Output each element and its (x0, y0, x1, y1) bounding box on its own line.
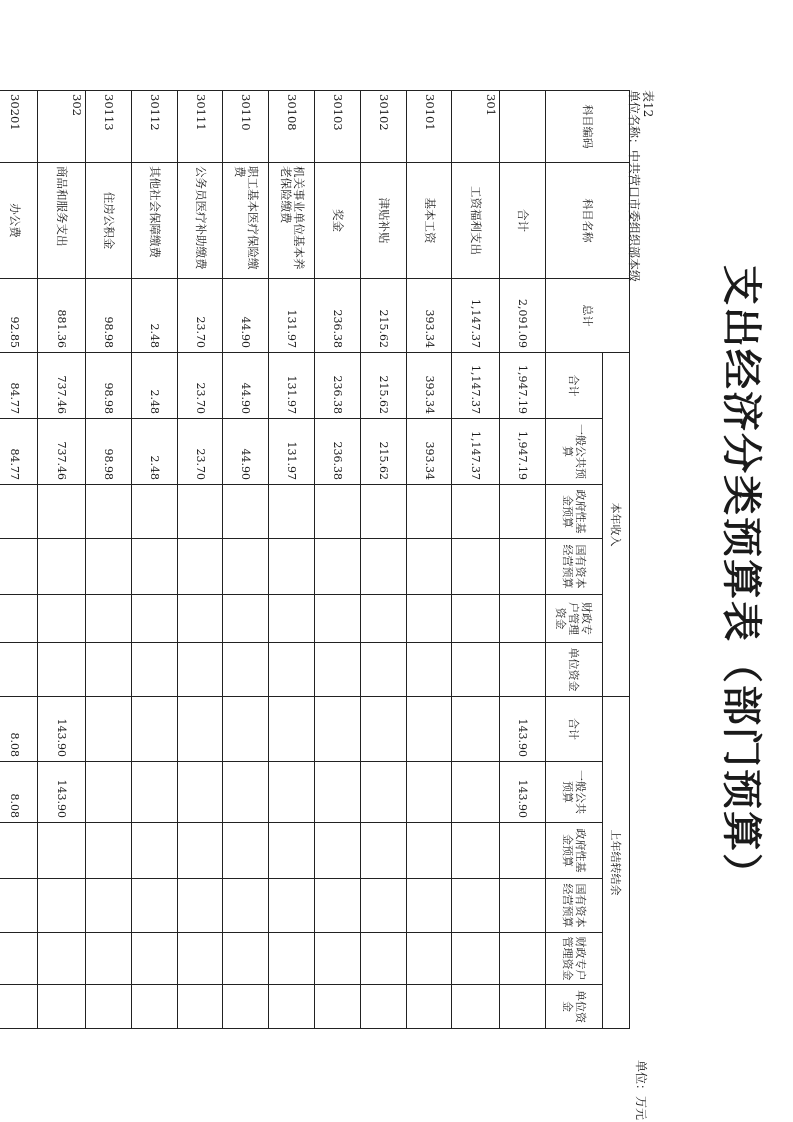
cell-amount (406, 879, 452, 933)
cell-amount (0, 985, 38, 1029)
cell-amount: 143.90 (38, 762, 86, 823)
cell-amount (177, 643, 223, 697)
cell-amount: 881.36 (38, 279, 86, 353)
cell-amount (223, 985, 269, 1029)
cell-code: 301 (452, 91, 500, 163)
cell-amount (223, 762, 269, 823)
header-current-unit-funds: 单位资金 (546, 643, 603, 697)
cell-amount (269, 762, 315, 823)
cell-amount (223, 539, 269, 595)
header-current-special-account: 财政专户管理资金 (546, 595, 603, 643)
cell-amount: 8.08 (0, 762, 38, 823)
cell-amount (452, 985, 500, 1029)
cell-amount (223, 697, 269, 762)
cell-amount (177, 539, 223, 595)
cell-amount (269, 823, 315, 879)
cell-name: 工资福利支出 (452, 163, 500, 279)
cell-amount (0, 823, 38, 879)
cell-amount (406, 697, 452, 762)
header-row-groups (603, 91, 630, 1029)
cell-amount: 131.97 (269, 419, 315, 485)
cell-amount: 143.90 (38, 697, 86, 762)
cell-amount (269, 933, 315, 985)
cell-code: 30111 (177, 91, 223, 163)
cell-amount (223, 933, 269, 985)
header-carryover-state-capital: 国有资本经营预算 (546, 879, 603, 933)
cell-amount: 92.85 (0, 279, 38, 353)
cell-amount (269, 643, 315, 697)
cell-amount (406, 643, 452, 697)
cell-amount (406, 485, 452, 539)
header-name: 科目名称 (546, 163, 630, 279)
cell-amount (406, 823, 452, 879)
cell-code: 30113 (86, 91, 132, 163)
cell-amount (38, 643, 86, 697)
cell-amount: 215.62 (360, 279, 406, 353)
cell-amount: 215.62 (360, 353, 406, 419)
cell-amount (360, 595, 406, 643)
cell-amount (500, 643, 546, 697)
table-row (452, 91, 500, 1029)
cell-amount (269, 595, 315, 643)
cell-amount (131, 697, 177, 762)
cell-amount: 2.48 (131, 279, 177, 353)
cell-amount (360, 762, 406, 823)
cell-amount (315, 485, 361, 539)
cell-amount (38, 539, 86, 595)
cell-amount (452, 823, 500, 879)
cell-amount (38, 595, 86, 643)
header-current-total: 合计 (546, 353, 603, 419)
cell-amount (38, 933, 86, 985)
cell-name: 职工基本医疗保险缴费 (223, 163, 269, 279)
cell-amount (131, 879, 177, 933)
cell-amount: 23.70 (177, 353, 223, 419)
cell-amount (131, 539, 177, 595)
cell-amount: 236.38 (315, 419, 361, 485)
cell-amount (452, 485, 500, 539)
cell-amount (315, 823, 361, 879)
cell-amount (38, 485, 86, 539)
cell-amount (315, 539, 361, 595)
cell-amount (315, 933, 361, 985)
cell-amount (131, 985, 177, 1029)
cell-code: 30103 (315, 91, 361, 163)
cell-name: 公务员医疗补助缴费 (177, 163, 223, 279)
header-current-general-budget: 一般公共预算 (546, 419, 603, 485)
page-title: 支出经济分类预算表（部门预算） (718, 265, 764, 895)
cell-amount (452, 762, 500, 823)
cell-amount (269, 697, 315, 762)
cell-amount (86, 823, 132, 879)
cell-amount: 1,147.37 (452, 353, 500, 419)
header-current-gov-fund: 政府性基金预算 (546, 485, 603, 539)
table-row (86, 91, 132, 1029)
cell-amount (86, 933, 132, 985)
cell-name: 津贴补贴 (360, 163, 406, 279)
cell-amount (0, 879, 38, 933)
cell-amount (86, 985, 132, 1029)
cell-amount (86, 595, 132, 643)
currency-unit-label: 单位：万元 (634, 1060, 648, 1121)
cell-amount (177, 485, 223, 539)
header-carryover-unit-funds: 单位资金 (546, 985, 603, 1029)
cell-amount: 98.98 (86, 353, 132, 419)
table-row (131, 91, 177, 1029)
cell-amount: 1,947.19 (500, 353, 546, 419)
cell-amount (131, 643, 177, 697)
cell-amount (406, 595, 452, 643)
cell-amount: 737.46 (38, 353, 86, 419)
cell-amount (452, 879, 500, 933)
cell-amount (269, 879, 315, 933)
cell-amount: 23.70 (177, 419, 223, 485)
cell-amount (38, 985, 86, 1029)
cell-amount: 44.90 (223, 279, 269, 353)
cell-amount (360, 539, 406, 595)
cell-amount (406, 762, 452, 823)
cell-amount (500, 539, 546, 595)
cell-code: 30110 (223, 91, 269, 163)
cell-amount: 2.48 (131, 419, 177, 485)
cell-amount (86, 485, 132, 539)
cell-amount (131, 595, 177, 643)
cell-amount (500, 985, 546, 1029)
header-total: 总计 (546, 279, 630, 353)
cell-amount (360, 985, 406, 1029)
cell-amount (0, 485, 38, 539)
header-current-year-income: 本年收入 (603, 353, 630, 697)
cell-name: 机关事业单位基本养老保险缴费 (269, 163, 315, 279)
cell-amount (0, 643, 38, 697)
cell-amount (0, 539, 38, 595)
cell-amount (223, 485, 269, 539)
cell-amount: 393.34 (406, 353, 452, 419)
cell-amount (223, 643, 269, 697)
cell-amount (452, 595, 500, 643)
table-row (315, 91, 361, 1029)
table-body (0, 91, 546, 1029)
cell-amount (360, 485, 406, 539)
cell-code (500, 91, 546, 163)
cell-amount: 23.70 (177, 279, 223, 353)
cell-amount: 84.77 (0, 419, 38, 485)
cell-amount: 1,147.37 (452, 279, 500, 353)
cell-amount: 236.38 (315, 279, 361, 353)
cell-amount (86, 539, 132, 595)
cell-amount: 1,147.37 (452, 419, 500, 485)
table-row (360, 91, 406, 1029)
cell-amount: 98.98 (86, 419, 132, 485)
cell-name: 办公费 (0, 163, 38, 279)
cell-amount: 84.77 (0, 353, 38, 419)
table-row (177, 91, 223, 1029)
cell-amount (406, 539, 452, 595)
header-carryover: 上年结转结余 (603, 697, 630, 1029)
cell-amount: 131.97 (269, 279, 315, 353)
cell-amount: 1,947.19 (500, 419, 546, 485)
cell-amount: 44.90 (223, 419, 269, 485)
cell-amount: 393.34 (406, 419, 452, 485)
cell-amount (500, 485, 546, 539)
cell-amount (269, 985, 315, 1029)
cell-code: 30201 (0, 91, 38, 163)
cell-name: 基本工资 (406, 163, 452, 279)
cell-amount: 8.08 (0, 697, 38, 762)
table-row (500, 91, 546, 1029)
cell-amount (315, 879, 361, 933)
cell-code: 302 (38, 91, 86, 163)
cell-amount (315, 762, 361, 823)
cell-amount (38, 879, 86, 933)
cell-amount (177, 595, 223, 643)
cell-amount (177, 762, 223, 823)
cell-name: 合计 (500, 163, 546, 279)
cell-amount (38, 823, 86, 879)
table-number: 表12 (641, 90, 655, 118)
cell-amount (452, 539, 500, 595)
cell-amount (86, 879, 132, 933)
cell-amount (452, 933, 500, 985)
cell-amount (86, 762, 132, 823)
cell-amount (131, 933, 177, 985)
cell-amount: 131.97 (269, 353, 315, 419)
cell-name: 其他社会保障缴费 (131, 163, 177, 279)
cell-amount (269, 485, 315, 539)
cell-amount (315, 643, 361, 697)
cell-amount (223, 595, 269, 643)
cell-amount: 215.62 (360, 419, 406, 485)
cell-amount (86, 643, 132, 697)
cell-amount (500, 595, 546, 643)
table-row (0, 91, 38, 1029)
cell-amount (131, 485, 177, 539)
cell-amount: 236.38 (315, 353, 361, 419)
header-carryover-general-budget: 一般公共预算 (546, 762, 603, 823)
cell-amount: 143.90 (500, 697, 546, 762)
cell-amount: 2.48 (131, 353, 177, 419)
cell-amount: 143.90 (500, 762, 546, 823)
cell-amount (177, 985, 223, 1029)
cell-amount: 737.46 (38, 419, 86, 485)
cell-code: 30102 (360, 91, 406, 163)
header-carryover-total: 合计 (546, 697, 603, 762)
cell-amount: 2,091.09 (500, 279, 546, 353)
cell-amount (86, 697, 132, 762)
cell-amount (177, 697, 223, 762)
cell-amount: 98.98 (86, 279, 132, 353)
cell-amount (500, 933, 546, 985)
cell-amount (406, 985, 452, 1029)
cell-code: 30108 (269, 91, 315, 163)
cell-amount (360, 823, 406, 879)
cell-amount (223, 823, 269, 879)
cell-amount (360, 933, 406, 985)
cell-amount (406, 933, 452, 985)
table-row (223, 91, 269, 1029)
cell-code: 30101 (406, 91, 452, 163)
cell-amount (131, 823, 177, 879)
table-row (406, 91, 452, 1029)
expenditure-budget-table (0, 90, 630, 1029)
cell-amount (177, 933, 223, 985)
cell-amount (360, 643, 406, 697)
table-row (269, 91, 315, 1029)
cell-amount (177, 823, 223, 879)
cell-name: 住房公积金 (86, 163, 132, 279)
cell-code: 30112 (131, 91, 177, 163)
cell-amount (131, 762, 177, 823)
cell-amount (315, 595, 361, 643)
cell-name: 商品和服务支出 (38, 163, 86, 279)
cell-amount (360, 879, 406, 933)
cell-amount (269, 539, 315, 595)
cell-amount (452, 697, 500, 762)
header-code: 科目编码 (546, 91, 630, 163)
cell-amount (500, 879, 546, 933)
cell-amount: 393.34 (406, 279, 452, 353)
header-carryover-special-account: 财政专户管理资金 (546, 933, 603, 985)
cell-amount (223, 879, 269, 933)
cell-amount (360, 697, 406, 762)
cell-amount (177, 879, 223, 933)
header-carryover-gov-fund: 政府性基金预算 (546, 823, 603, 879)
cell-amount (452, 643, 500, 697)
cell-amount (315, 697, 361, 762)
cell-amount (315, 985, 361, 1029)
cell-amount: 44.90 (223, 353, 269, 419)
header-current-state-capital: 国有资本经营预算 (546, 539, 603, 595)
cell-name: 奖金 (315, 163, 361, 279)
table-row (38, 91, 86, 1029)
cell-amount (0, 933, 38, 985)
cell-amount (0, 595, 38, 643)
cell-amount (500, 823, 546, 879)
unit-name: 单位名称：中共营口市委组织部本级 (627, 90, 641, 283)
